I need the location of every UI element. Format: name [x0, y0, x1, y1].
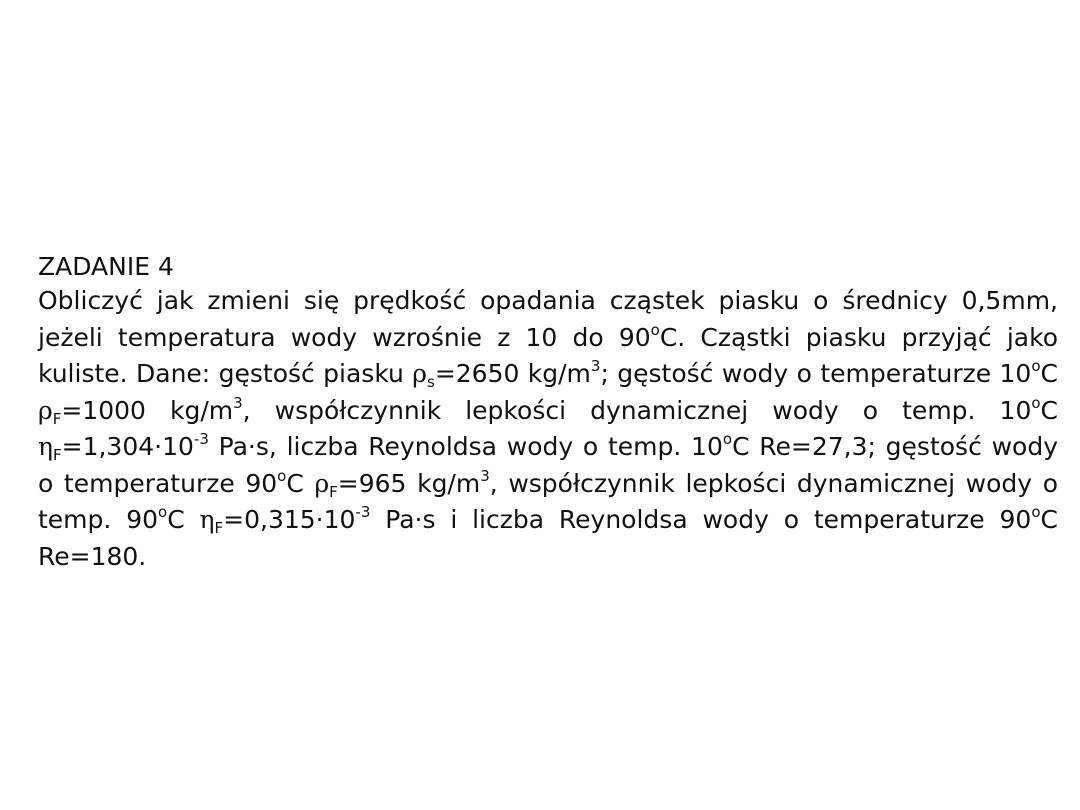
text-segment: C. Cząstki piasku przyjąć jako kuliste. Dane: gęstość piasku: [38, 322, 1058, 388]
text-segment: C Re=27,3; gęstość wody o temperaturze 90: [38, 432, 1058, 498]
text-segment: C: [167, 505, 200, 534]
degree-superscript: o: [1031, 357, 1041, 375]
degree-superscript: o: [277, 466, 287, 485]
rho-symbol: ρ: [38, 395, 53, 425]
eta-symbol: η: [38, 432, 53, 461]
degree-superscript: o: [158, 503, 168, 521]
text-segment: Obliczyć jak zmieni się prędkość opadania cząstek piasku o średnicy 0,5mm, jeżeli temperatura wody wzrośnie z 10 do 90: [38, 286, 1058, 352]
text-segment: =0,315·10: [223, 505, 356, 534]
task-heading: ZADANIE 4: [38, 252, 174, 281]
task-body: [38, 283, 1058, 575]
text-segment: C Re=180.: [38, 505, 1058, 571]
text-segment: =1000 kg/m: [61, 395, 234, 425]
text-segment: =1,304·10: [61, 432, 194, 461]
degree-superscript: o: [1031, 503, 1041, 521]
task-document: [38, 251, 1058, 575]
degree-superscript: o: [722, 430, 733, 448]
degree-superscript: o: [1031, 393, 1041, 412]
text-segment: Pa·s i liczba Reynoldsa wody o temperaturze 90: [370, 505, 1032, 534]
exponent: 3: [590, 357, 601, 375]
text-segment: , współczynnik lepkości dynamicznej wody o temp. 90: [38, 468, 1059, 534]
text-segment: , współczynnik lepkości dynamicznej wody o temp. 10: [242, 395, 1032, 425]
text-segment: Pa·s, liczba Reynoldsa wody o temp. 10: [208, 432, 723, 461]
eta-symbol: η: [199, 505, 215, 534]
exponent: -3: [355, 503, 371, 521]
text-segment: C: [1040, 359, 1058, 388]
rho-symbol: ρ: [314, 468, 330, 498]
rho-symbol: ρ: [412, 359, 427, 388]
exponent: 3: [480, 466, 490, 485]
subscript-s: s: [426, 373, 435, 391]
subscript-f: F: [329, 482, 338, 501]
degree-superscript: o: [650, 320, 660, 339]
exponent: 3: [233, 393, 243, 412]
subscript-f: F: [214, 519, 224, 537]
exponent: -3: [193, 430, 209, 448]
text-segment: C: [1040, 395, 1059, 425]
subscript-f: F: [52, 446, 62, 464]
text-segment: ; gęstość wody o temperaturze 10: [600, 359, 1032, 388]
text-segment: C: [286, 468, 315, 498]
subscript-f: F: [52, 409, 62, 428]
text-segment: =2650 kg/m: [434, 359, 591, 388]
text-segment: =965 kg/m: [337, 468, 481, 498]
